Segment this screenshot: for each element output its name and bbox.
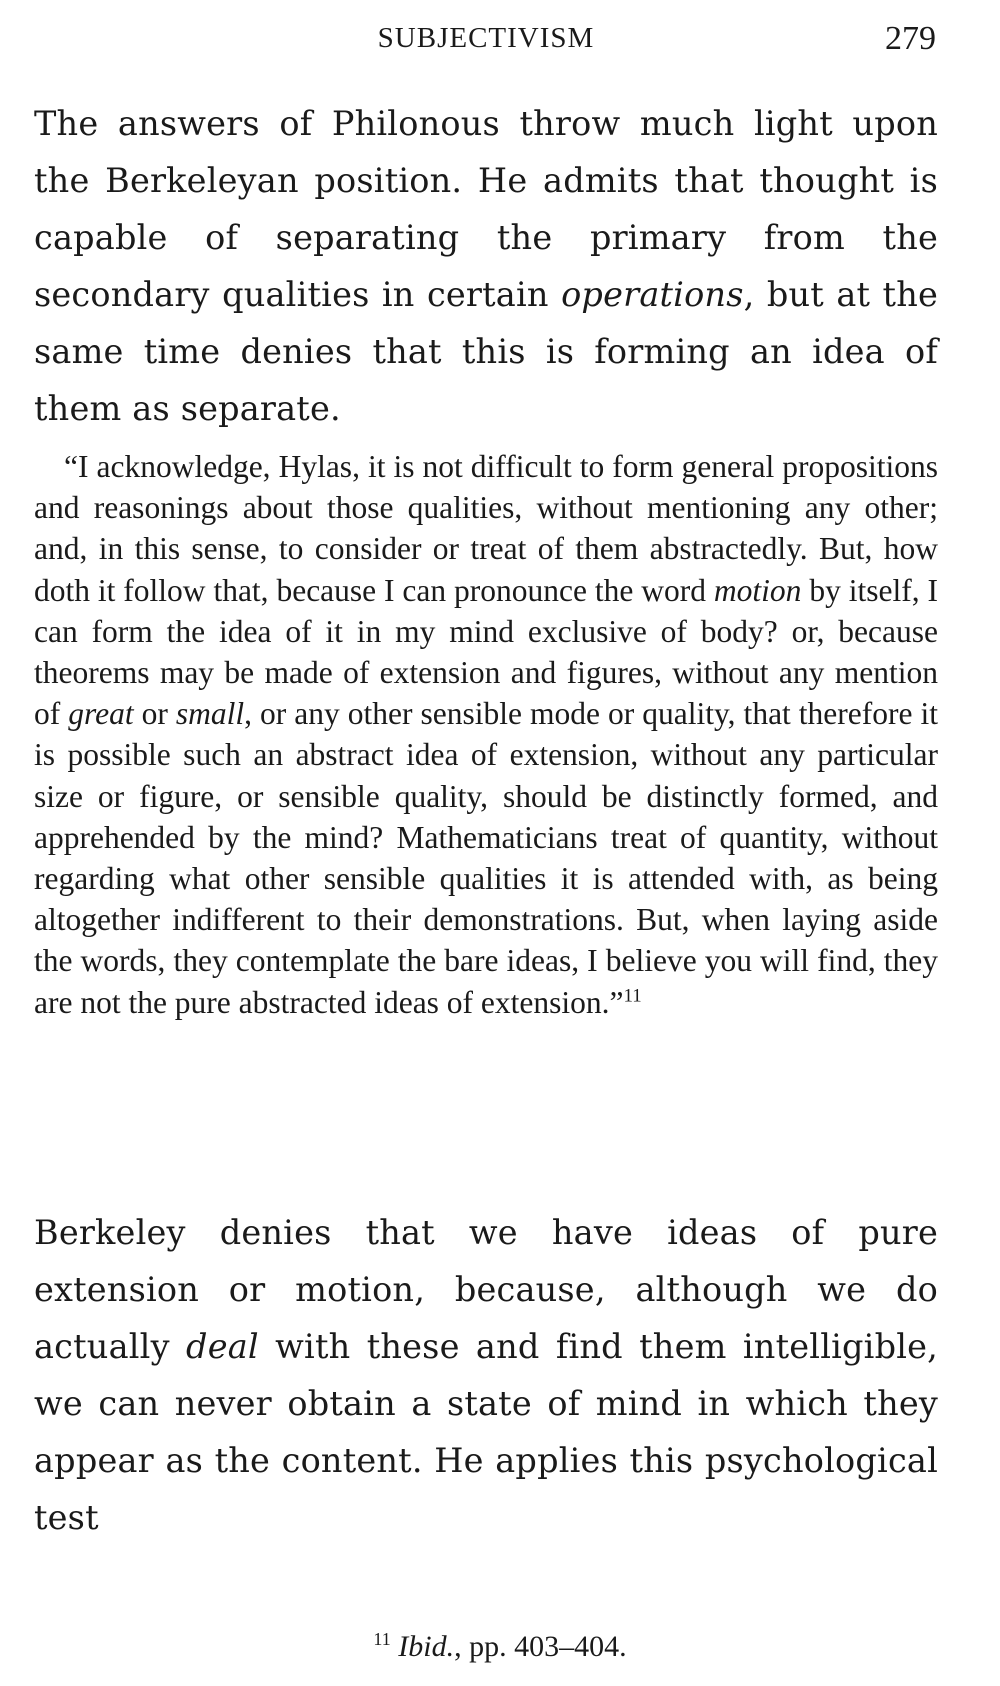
footnote-reference: 11 (623, 985, 642, 1007)
paragraph-text: The answers of Philonous throw much light upon the Berkeleyan position. He admits that thought is capable of separating the primary from the secondary qualities in certain (34, 104, 938, 314)
paragraph-text: , but at the same time denies that this is forming an idea of them as separate. (34, 275, 938, 428)
quote-text: by itself, I can form the idea of it in my mind exclusive of body? or, because theorems may be made of extension and figures, without any mention of (34, 572, 938, 732)
quote-text: or (133, 696, 176, 732)
paragraph-philonous (34, 95, 938, 437)
footnote-text: , pp. 403–404. (454, 1630, 627, 1663)
footnote-ibid: Ibid. (398, 1630, 455, 1663)
quote-text: , or any other sensible mode or quality, that therefore it is possible such an abstract idea of extension, without any particular size or figure, or sensible quality, should be distinctly formed, and apprehended by the mind? Mathematicians treat of quantity, without regarding what other sensible qualities it is attended with, as being altogether indifferent to their demonstrations. But, when laying aside the words, they contemplate the bare ideas, I believe you will find, they are not the pure abstracted ideas of extension.” (34, 696, 938, 1020)
paragraph-text: Berkeley denies that we have ideas of pure extension or motion, because, although we do actually (34, 1213, 938, 1366)
paragraph-berkeley (34, 1204, 938, 1546)
paragraph-text: with these and find them intelligible, we can never obtain a state of mind in which they appear as the content. He applies this psychological test (34, 1327, 939, 1537)
italic-term: great (68, 696, 134, 732)
footnote (0, 1630, 1000, 1664)
footnote-marker: 11 (373, 1629, 391, 1649)
quote-text: “I acknowledge, Hylas, it is not difficult to form general propositions and reasonings about those qualities, without mentioning any other; and, in this sense, to consider or treat of them abstractedly. But, how doth it follow that, because I can pronounce the word (34, 449, 938, 608)
page-header (36, 22, 936, 62)
italic-term: deal (186, 1327, 259, 1366)
block-quote (34, 446, 938, 1023)
italic-term: operations (561, 275, 744, 314)
italic-term: small (175, 696, 245, 732)
italic-term: motion (713, 572, 802, 608)
running-head: SUBJECTIVISM (377, 22, 595, 54)
page-number: 279 (885, 20, 936, 57)
